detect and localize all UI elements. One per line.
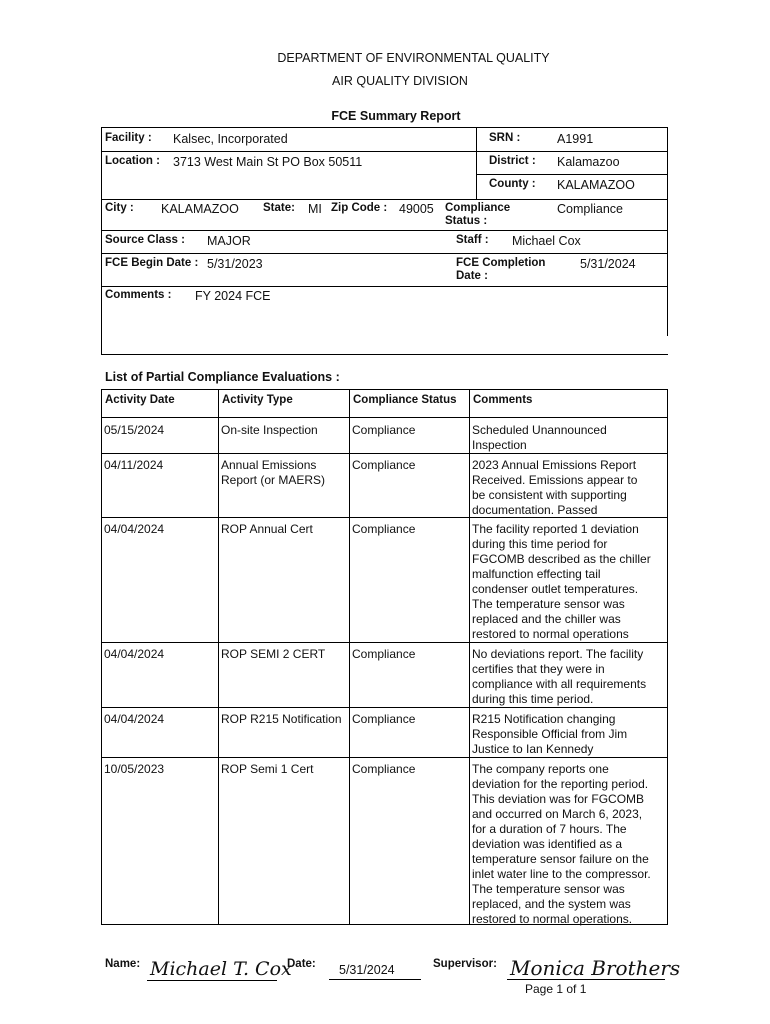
- location-value: 3713 West Main St PO Box 50511: [173, 155, 363, 169]
- fce-completion-value: 5/31/2024: [580, 257, 636, 271]
- table-col-border: [218, 389, 219, 925]
- srn-value: A1991: [557, 132, 594, 146]
- row-divider: [101, 253, 668, 254]
- supervisor-underline: [507, 979, 665, 980]
- table-header-divider: [101, 417, 668, 418]
- date-value: 5/31/2024: [339, 963, 395, 977]
- zip-value: 49005: [399, 202, 434, 216]
- name-signature: Michael T. Cox: [150, 958, 292, 980]
- activity-date: 04/11/2024: [104, 458, 164, 472]
- comments-label: Comments :: [105, 289, 172, 301]
- row-divider: [101, 286, 668, 287]
- location-label: Location :: [105, 155, 160, 167]
- activity-type: ROP SEMI 2 CERT: [221, 647, 326, 661]
- city-label: City :: [105, 202, 134, 214]
- city-value: KALAMAZOO: [161, 202, 239, 216]
- box-top-border: [101, 127, 668, 128]
- fce-completion-label-2: Date :: [456, 270, 488, 282]
- srn-column-divider: [476, 127, 477, 199]
- source-class-value: MAJOR: [207, 234, 251, 248]
- row-divider: [101, 707, 668, 708]
- pce-section-title: List of Partial Compliance Evaluations :: [105, 370, 340, 384]
- county-value: KALAMAZOO: [557, 178, 635, 192]
- activity-date: 05/15/2024: [104, 423, 165, 437]
- compliance-status: Compliance: [352, 712, 416, 726]
- activity-type: ROP Semi 1 Cert: [221, 762, 314, 776]
- column-header: Comments: [473, 394, 533, 406]
- department-title: DEPARTMENT OF ENVIRONMENTAL QUALITY: [277, 51, 550, 65]
- activity-date: 04/04/2024: [104, 647, 165, 661]
- row-divider: [101, 453, 668, 454]
- box-bottom-border: [101, 354, 668, 355]
- activity-comments: No deviations report. The facility certifies that they were in compliance with all requirements during this time period.: [472, 647, 647, 706]
- report-title: FCE Summary Report: [331, 109, 461, 123]
- compliance-status: Compliance: [352, 522, 416, 536]
- supervisor-label: Supervisor:: [433, 958, 497, 970]
- row-divider: [101, 642, 668, 643]
- row-divider: [101, 230, 668, 231]
- compliance-status: Compliance: [352, 423, 416, 437]
- fce-begin-label: FCE Begin Date :: [105, 257, 199, 269]
- box-left-border: [101, 127, 102, 354]
- activity-type: ROP Annual Cert: [221, 522, 313, 536]
- name-label: Name:: [105, 958, 141, 970]
- activity-date: 04/04/2024: [104, 522, 165, 536]
- table-col-border: [349, 389, 350, 925]
- table-col-border: [101, 389, 102, 925]
- district-label: District :: [489, 155, 536, 167]
- column-header: Activity Type: [222, 394, 293, 406]
- compliance-status: Compliance: [352, 647, 416, 661]
- table-top-border: [101, 389, 668, 390]
- compliance-status-value: Compliance: [557, 202, 624, 216]
- activity-date: 10/05/2023: [104, 762, 165, 776]
- compliance-status-label: Compliance: [445, 202, 511, 214]
- staff-label: Staff :: [456, 234, 489, 246]
- zip-label: Zip Code :: [331, 202, 388, 214]
- source-class-label: Source Class :: [105, 234, 185, 246]
- activity-comments: 2023 Annual Emissions Report Received. Emissions appear to be consistent with supporting documentation. Passed: [472, 458, 638, 517]
- compliance-status-label-2: Status :: [445, 215, 488, 227]
- row-divider: [101, 151, 476, 152]
- column-header: Activity Date: [105, 394, 175, 406]
- activity-type: Annual Emissions Report (or MAERS): [221, 458, 326, 487]
- srn-label: SRN :: [489, 132, 521, 144]
- activity-comments: The facility reported 1 deviation during this time period for FGCOMB described as the chiller malfunction effecting tail condenser outlet temperatures. The temperature sensor was replaced and the chiller was restored to normal operations: [472, 522, 651, 641]
- fce-begin-value: 5/31/2023: [207, 257, 263, 271]
- county-label: County :: [489, 178, 536, 190]
- district-value: Kalamazoo: [557, 155, 620, 169]
- activity-comments: Scheduled Unannounced Inspection: [472, 423, 607, 452]
- activity-type: On-site Inspection: [221, 423, 318, 437]
- date-underline: [329, 979, 421, 980]
- row-divider: [476, 174, 667, 175]
- supervisor-signature: Monica Brothers: [510, 956, 681, 980]
- activity-comments: The company reports one deviation for the reporting period. This deviation was for FGCOMB and occurred on March 6, 2023, for a duration of 7 hours. The deviation was identified as a temperature sensor failure on the inlet water line to the compressor. The temperature sensor was replaced, and the system was restored to normal operations.: [472, 762, 651, 926]
- state-label: State:: [263, 202, 295, 214]
- staff-value: Michael Cox: [512, 234, 581, 248]
- state-value: MI: [308, 202, 322, 216]
- activity-type: ROP R215 Notification: [221, 712, 342, 726]
- row-divider: [476, 151, 667, 152]
- page-indicator: Page 1 of 1: [525, 982, 587, 996]
- table-col-border: [469, 389, 470, 925]
- column-header: Compliance Status: [353, 394, 457, 406]
- date-label: Date:: [287, 958, 316, 970]
- compliance-status: Compliance: [352, 458, 416, 472]
- facility-label: Facility :: [105, 132, 152, 144]
- fce-completion-label: FCE Completion: [456, 257, 546, 269]
- division-title: AIR QUALITY DIVISION: [332, 74, 468, 88]
- table-col-border: [667, 389, 668, 925]
- activity-comments: R215 Notification changing Responsible Official from Jim Justice to Ian Kennedy: [472, 712, 628, 756]
- name-underline: [147, 980, 277, 981]
- row-divider: [101, 199, 668, 200]
- facility-value: Kalsec, Incorporated: [173, 132, 288, 146]
- row-divider: [101, 757, 668, 758]
- comments-value: FY 2024 FCE: [195, 289, 271, 303]
- box-right-border: [667, 127, 668, 336]
- activity-date: 04/04/2024: [104, 712, 165, 726]
- compliance-status: Compliance: [352, 762, 416, 776]
